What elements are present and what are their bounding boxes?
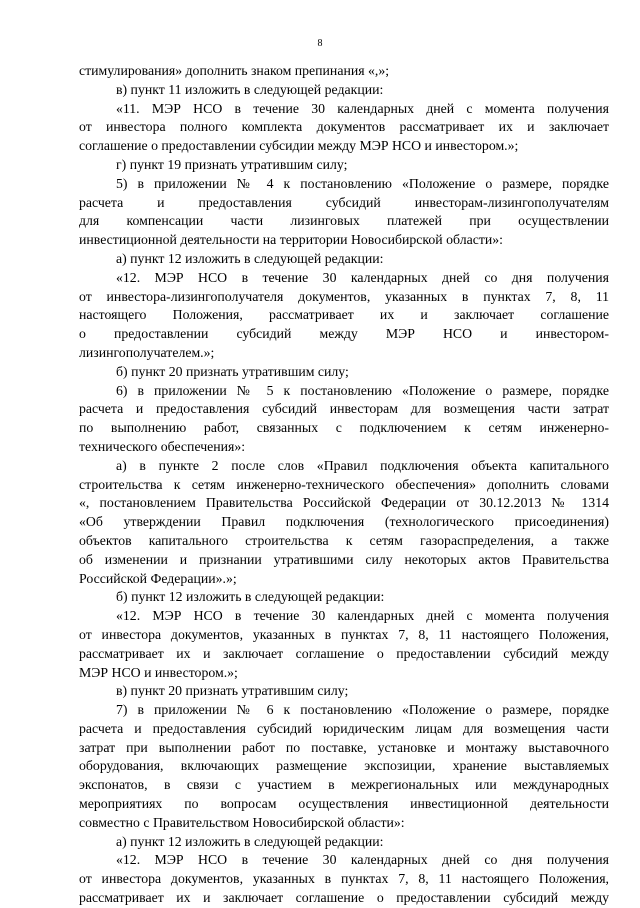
page-number: 8 [317, 38, 323, 49]
text-line: инвестиционной деятельности на территории Новосибирской области»: [79, 232, 503, 248]
text-line: Российской Федерации».»; [79, 570, 237, 586]
text-line: г) пункт 19 признать утратившим силу; [116, 156, 348, 172]
text-line: рассматривает их и заключает соглашение о предоставлении субсидий между [79, 645, 609, 661]
text-line: соглашение о предоставлении субсидии между МЭР НСО и инвестором.»; [79, 138, 519, 154]
text-line: оборудования, включающих размещение экспозиции, хранение выставляемых [79, 758, 609, 774]
document-body [79, 62, 609, 908]
text-line: «12. МЭР НСО в течение 30 календарных дней со дня получения [116, 852, 609, 868]
text-line: для компенсации части лизинговых платежей при осуществлении [79, 213, 609, 229]
text-line: «11. МЭР НСО в течение 30 календарных дней с момента получения [116, 100, 609, 116]
text-line: от инвестора-лизингополучателя документов, указанных в пунктах 7, 8, 11 [79, 288, 609, 304]
text-line: мероприятиях по вопросам осуществления инвестиционной деятельности [79, 796, 609, 812]
text-line: 6) в приложении № 5 к постановлению «Положение о размере, порядке [116, 382, 609, 398]
text-line: расчета и предоставления субсидий юридическим лицам для возмещения части [79, 720, 609, 736]
text-line: МЭР НСО и инвестором.»; [79, 664, 238, 680]
text-line: «Об утверждении Правил подключения (технологического присоединения) [79, 514, 609, 530]
text-line: а) пункт 12 изложить в следующей редакции: [116, 250, 384, 266]
text-line: стимулирования» дополнить знаком препинания «,»; [79, 63, 390, 78]
text-line: «12. МЭР НСО в течение 30 календарных дней с момента получения [116, 608, 609, 624]
text-line: а) пункт 12 изложить в следующей редакции: [116, 833, 384, 849]
text-line: от инвестора полного комплекта документов рассматривает их и заключает [79, 119, 609, 135]
text-line: рассматривает их и заключает соглашение о предоставлении субсидий между [79, 890, 609, 906]
text-line: от инвестора документов, указанных в пунктах 7, 8, 11 настоящего Положения, [79, 871, 609, 887]
text-line: а) в пункте 2 после слов «Правил подключения объекта капитального [116, 457, 609, 473]
text-line: «12. МЭР НСО в течение 30 календарных дней со дня получения [116, 269, 609, 285]
text-line: настоящего Положения, рассматривает их и заключает соглашение [79, 307, 609, 323]
text-line: б) пункт 20 признать утратившим силу; [116, 363, 349, 379]
text-line: б) пункт 12 изложить в следующей редакции: [116, 589, 385, 605]
text-line: лизингополучателем.»; [79, 344, 215, 360]
text-line: от инвестора документов, указанных в пунктах 7, 8, 11 настоящего Положения, [79, 626, 609, 642]
text-line: строительства к сетям инженерно-технического обеспечения» дополнить словами [79, 476, 609, 492]
text-line: экспонатов, в связи с участием в межрегиональных или международных [79, 777, 609, 793]
text-line: технического обеспечения»: [79, 438, 246, 454]
text-line: в) пункт 20 признать утратившим силу; [116, 683, 349, 699]
text-line: 7) в приложении № 6 к постановлению «Положение о размере, порядке [116, 702, 609, 718]
text-line: в) пункт 11 изложить в следующей редакции: [116, 81, 384, 97]
text-line: по выполнению работ, связанных с подключением к сетям инженерно- [79, 420, 609, 436]
text-line: совместно с Правительством Новосибирской области»: [79, 814, 405, 830]
text-line: объектов капитального строительства к сетям газораспределения, а также [79, 532, 609, 548]
text-line: расчета и предоставления субсидий инвесторам для возмещения части затрат [79, 401, 609, 417]
text-line: «, постановлением Правительства Российской Федерации от 30.12.2013 № 1314 [79, 495, 609, 511]
text-line: 5) в приложении № 4 к постановлению «Положение о размере, порядке [116, 175, 609, 191]
text-line: расчета и предоставления субсидий инвесторам-лизингополучателям [79, 194, 609, 210]
text-line: затрат при выполнении работ по поставке, установке и монтажу выставочного [79, 739, 609, 755]
text-line: о предоставлении субсидий между МЭР НСО и инвестором- [79, 326, 609, 342]
text-line: об изменении и признании утратившими силу некоторых актов Правительства [79, 551, 609, 567]
